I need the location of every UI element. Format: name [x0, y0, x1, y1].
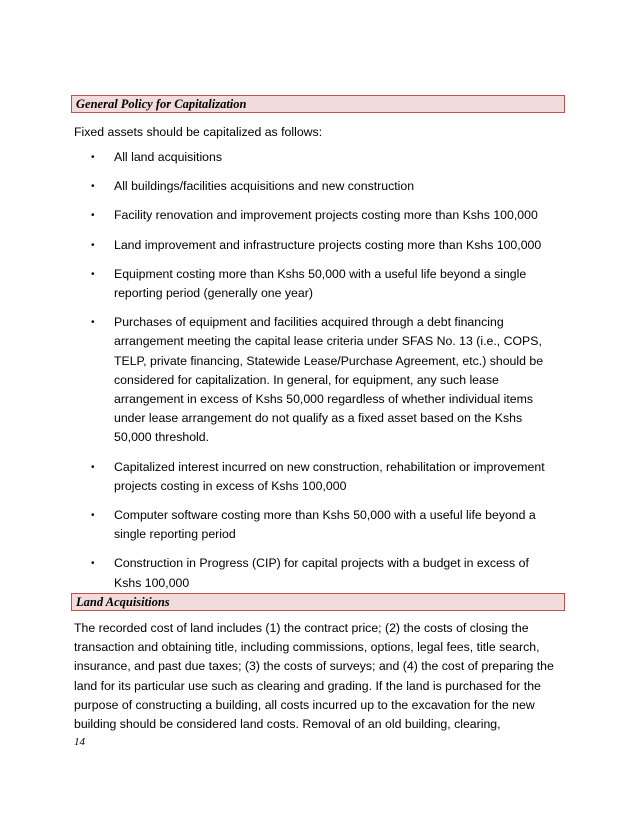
- section-heading-land-acquisitions: Land Acquisitions: [71, 593, 565, 611]
- list-item-text: Facility renovation and improvement projects costing more than Kshs 100,000: [114, 208, 538, 223]
- bullet-icon: •: [91, 317, 95, 329]
- list-item: [74, 236, 554, 255]
- list-item-text: Land improvement and infrastructure projects costing more than Kshs 100,000: [114, 237, 542, 252]
- list-item: [74, 458, 554, 496]
- bullet-icon: •: [91, 239, 95, 251]
- bullet-icon: •: [91, 268, 95, 280]
- bullet-icon: •: [91, 510, 95, 522]
- bullet-icon: •: [91, 461, 95, 473]
- list-item-text: Equipment costing more than Kshs 50,000 with a useful life beyond a single reporting period (generally one year): [114, 266, 527, 301]
- list-item-text: Purchases of equipment and facilities acquired through a debt financing arrangement meeting the capital lease criteria under SFAS No. 13 (i.e., COPS, TELP, private financing, Statewide Lease/Purchase Agreement, etc.) should be considered for capitalization. In general, for equipment, any such lease arrangement in excess of Kshs 50,000 regardless of whether individual items under lease arrangement do not qualify as a fixed asset based on the Kshs 50,000 threshold.: [114, 315, 544, 445]
- bullet-icon: •: [91, 152, 95, 163]
- list-item: [74, 554, 554, 592]
- list-item-text: Capitalized interest incurred on new construction, rehabilitation or improvement projects costing in excess of Kshs 100,000: [114, 459, 545, 493]
- list-item-text: All land acquisitions: [114, 150, 223, 164]
- list-item: [74, 148, 554, 167]
- section-heading-capitalization: General Policy for Capitalization: [71, 95, 565, 113]
- list-item: [74, 206, 554, 225]
- bullet-icon: •: [91, 558, 95, 570]
- list-item-text: All buildings/facilities acquisitions and new construction: [114, 179, 415, 194]
- list-item: [74, 313, 554, 447]
- list-item: [74, 265, 554, 303]
- list-item: [74, 177, 554, 196]
- page-number: 14: [74, 736, 85, 748]
- bullet-icon: •: [91, 181, 95, 193]
- capitalization-intro: Fixed assets should be capitalized as follows:: [74, 125, 323, 139]
- land-acquisitions-paragraph: The recorded cost of land includes (1) the contract price; (2) the costs of closing the transaction and obtaining title, including commissions, options, legal fees, title search, insurance, and past due taxes; (3) the costs of surveys; and (4) the cost of preparing the land for its particular use such as clearing and grading. If the land is purchased for the purpose of constructing a building, all costs incurred up to the excavation for the new building should be considered land costs. Removal of an old building, clearing,: [74, 621, 554, 732]
- list-item: [74, 506, 554, 544]
- capitalization-bullet-list: [74, 148, 554, 603]
- list-item-text: Construction in Progress (CIP) for capital projects with a budget in excess of Kshs 100,000: [114, 556, 529, 590]
- bullet-icon: •: [91, 210, 95, 222]
- list-item-text: Computer software costing more than Kshs 50,000 with a useful life beyond a single reporting period: [114, 508, 536, 542]
